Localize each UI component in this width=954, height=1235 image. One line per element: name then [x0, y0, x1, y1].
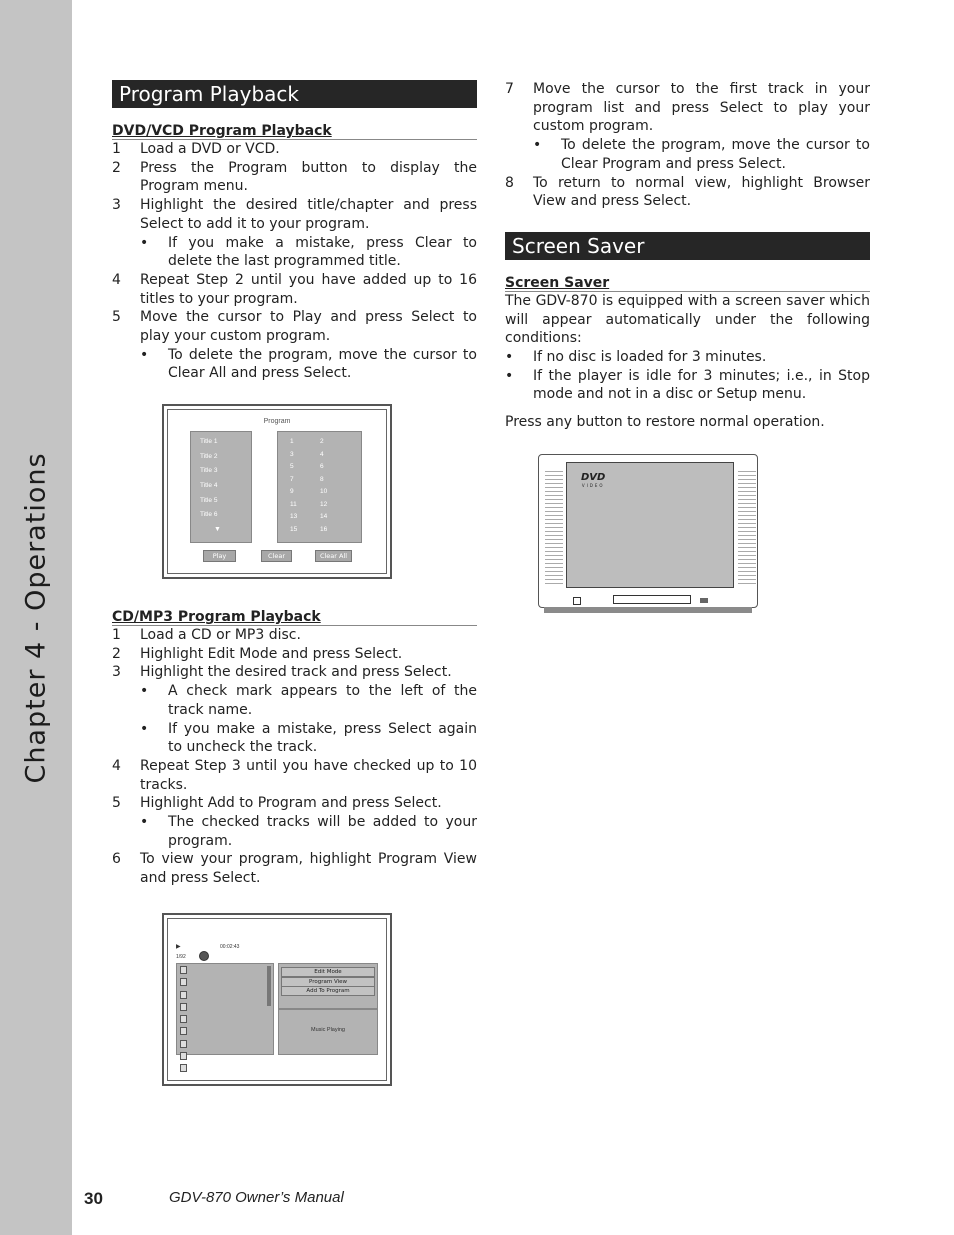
step-item: 3 Highlight the desired title/chapter and press Select to add it to your program. [112, 197, 477, 232]
music-note-icon [180, 966, 187, 974]
edit-mode-button[interactable]: Edit Mode [281, 967, 375, 977]
right-steps-list [505, 80, 870, 211]
program-slot-number[interactable]: 4 [320, 450, 324, 458]
program-slot-row [290, 513, 350, 526]
track-number-panel [277, 431, 362, 543]
music-note-icon [180, 1052, 187, 1060]
power-button-icon [573, 597, 581, 605]
chapter-sidebar [0, 0, 72, 1235]
right-column [505, 80, 870, 432]
music-status-text: Music Playing [311, 1027, 345, 1033]
program-slot-row [290, 526, 350, 539]
step-bullet: • If you make a mistake, press Select again to uncheck the track. [140, 720, 477, 756]
music-status-panel [278, 1009, 378, 1055]
scroll-down-icon[interactable]: ▼ [214, 526, 221, 534]
program-slot-row [290, 463, 350, 476]
program-slot-number[interactable]: 16 [320, 525, 328, 533]
program-slot-number[interactable]: 1 [290, 438, 294, 445]
play-button[interactable]: Play [203, 550, 236, 562]
step-item: 3 Highlight the desired track and press Select. [112, 664, 452, 681]
tv-illustration [538, 454, 758, 612]
disc-slot [613, 595, 691, 604]
screen-saver-outro: Press any button to restore normal operation. [505, 414, 825, 431]
program-slot-number[interactable]: 10 [320, 488, 328, 495]
program-slot-number[interactable]: 8 [320, 475, 324, 483]
title-list-item[interactable]: Title 5 [200, 496, 218, 504]
title-list-item[interactable]: Title 6 [200, 511, 218, 519]
program-slot-number[interactable]: 12 [320, 500, 328, 508]
title-list-item[interactable]: Title 4 [200, 482, 218, 490]
indicator-light-icon [700, 598, 708, 603]
step-item: 5 Move the cursor to Play and press Select to play your custom program. [112, 309, 477, 345]
cd-section [112, 610, 477, 888]
page-number: 30 [84, 1189, 103, 1208]
program-slot-number[interactable]: 15 [290, 525, 298, 533]
tv-screen [566, 462, 734, 588]
program-slot-row [290, 488, 350, 501]
speaker-grille-left [545, 468, 563, 584]
step-item: 2 Press the Program button to display the Program menu. [112, 159, 477, 195]
program-slot-number[interactable]: 7 [290, 475, 294, 483]
program-view-button[interactable]: Program View [281, 977, 375, 987]
title-list-panel [190, 431, 252, 543]
cd-steps-list [112, 626, 477, 888]
manual-title: GDV-870 Owner’s Manual [169, 1189, 344, 1206]
speaker-grille-right [738, 468, 756, 584]
cd-menu-screenshot [162, 913, 392, 1086]
step-item: 8 To return to normal view, highlight Browser View and press Select. [505, 174, 870, 210]
music-note-icon [180, 1040, 187, 1048]
program-slot-number[interactable]: 6 [320, 463, 324, 470]
step-bullet: • The checked tracks will be added to your program. [140, 814, 477, 849]
step-item: 6 To view your program, highlight Program View and press Select. [112, 851, 477, 887]
program-slot-row [290, 451, 350, 464]
program-menu-title: Program [263, 418, 291, 425]
chapter-title: Chapter 4 - Operations [20, 452, 52, 784]
program-slot-row [290, 476, 350, 489]
program-slot-number[interactable]: 13 [290, 513, 298, 520]
tv-stand [544, 607, 752, 613]
step-item: 1 Load a DVD or VCD. [112, 141, 280, 157]
step-item: 2 Highlight Edit Mode and press Select. [112, 645, 403, 662]
step-item: 1 Load a CD or MP3 disc. [112, 627, 301, 643]
music-note-icon [180, 1015, 187, 1023]
music-note-icon [180, 1003, 187, 1011]
step-bullet: • If you make a mistake, press Clear to delete the last programmed title. [140, 234, 477, 270]
program-slot-number[interactable]: 5 [290, 463, 294, 470]
program-slot-number[interactable]: 9 [290, 488, 294, 495]
screen-saver-intro: The GDV-870 is equipped with a screen saver which will appear automatically under the following conditions: [505, 292, 870, 347]
music-note-icon [180, 1064, 187, 1072]
track-counter: 1/92 [176, 954, 186, 960]
clear-all-button[interactable]: Clear All [315, 550, 352, 562]
step-bullet: • A check mark appears to the left of the track name. [140, 683, 477, 718]
step-item: 5 Highlight Add to Program and press Select. [112, 795, 442, 812]
program-slot-number[interactable]: 2 [320, 438, 324, 445]
left-column [112, 80, 477, 383]
clear-button[interactable]: Clear [261, 550, 292, 562]
program-slot-number[interactable]: 3 [290, 450, 294, 458]
title-list-item[interactable]: Title 1 [200, 438, 218, 445]
program-slot-number[interactable]: 11 [290, 500, 297, 508]
program-slot-row [290, 438, 350, 451]
play-indicator-icon: ▶ [176, 943, 181, 950]
program-playback-heading: Program Playback [112, 80, 477, 108]
track-list-panel [176, 963, 274, 1055]
screen-saver-bullet: • If the player is idle for 3 minutes; i.e., in Stop mode and not in a disc or Setup menu. [505, 367, 870, 403]
title-list-item[interactable]: Title 3 [200, 467, 218, 475]
step-item: 4 Repeat Step 3 until you have checked up to 10 tracks. [112, 757, 477, 793]
music-note-icon [180, 978, 187, 986]
dvd-program-heading: DVD/VCD Program Playback [112, 124, 477, 140]
elapsed-time: 00:02:43 [220, 944, 240, 950]
program-slot-row [290, 501, 350, 514]
step-item: 4 Repeat Step 2 until you have added up to 16 titles to your program. [112, 271, 477, 307]
program-slot-number[interactable]: 14 [320, 513, 328, 520]
screen-saver-subheading: Screen Saver [505, 276, 870, 292]
step-bullet: • To delete the program, move the cursor to Clear All and press Select. [140, 346, 477, 382]
music-note-icon [180, 991, 187, 999]
add-to-program-button[interactable]: Add To Program [281, 986, 375, 996]
step-bullet: • To delete the program, move the cursor to Clear Program and press Select. [533, 137, 870, 172]
cd-program-heading: CD/MP3 Program Playback [112, 610, 477, 626]
step-item: 7 Move the cursor to the first track in your program list and press Select to play your custom program. [505, 81, 870, 135]
music-note-icon [180, 1027, 187, 1035]
title-list-item[interactable]: Title 2 [200, 452, 218, 460]
screen-saver-section-heading: Screen Saver [505, 232, 870, 260]
cd-menu-panel [278, 963, 378, 1009]
screen-saver-bullet: • If no disc is loaded for 3 minutes. [505, 349, 767, 366]
dvd-steps-list [112, 140, 477, 383]
disc-icon [199, 951, 209, 961]
dvd-logo: DVD VIDEO [581, 472, 606, 488]
track-list-scrollbar[interactable] [267, 966, 271, 1006]
program-menu-screenshot [162, 404, 392, 579]
